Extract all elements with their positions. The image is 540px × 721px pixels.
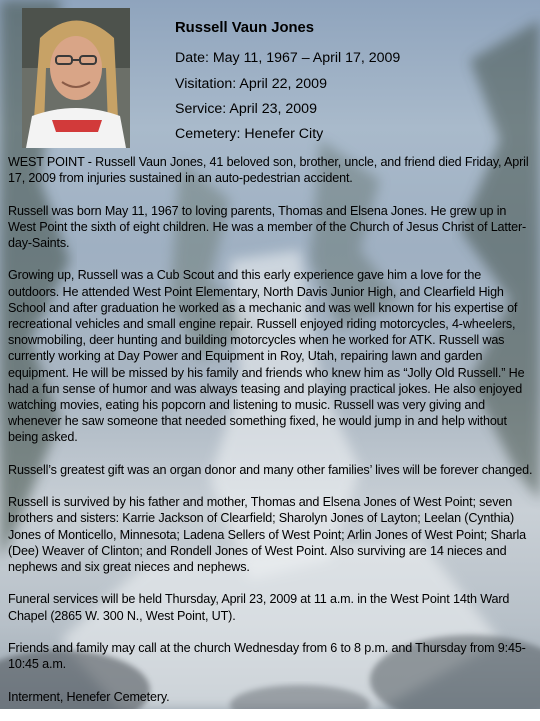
paragraph-intro: WEST POINT - Russell Vaun Jones, 41 beloved son, brother, uncle, and friend died Friday, April 17, 2009 from injuries sustained in an auto-pedestrian accident.: [8, 155, 529, 186]
portrait-photo: [22, 8, 130, 148]
paragraph-interment: Interment, Henefer Cemetery.: [8, 689, 170, 704]
visitation-line: Visitation: April 22, 2009: [175, 76, 327, 92]
paragraph-gift: Russell’s greatest gift was an organ donor and many other families’ lives will be forever changed.: [8, 462, 533, 477]
obituary-body: [8, 154, 534, 721]
service-line: Service: April 23, 2009: [175, 101, 317, 117]
paragraph-life: Growing up, Russell was a Cub Scout and this early experience gave him a love for the outdoors. He attended West Point Elementary, North Davis Junior High, and Clearfield High School and after graduation he worked as a mechanic and was well known for his expertise of recreational vehicles and small engine repair. Russell enjoyed riding motorcycles, 4-wheelers, snowmobiling, deer hunting and building motorcycles when he worked for ATK. Russell was currently working at Day Power and Equipment in Roy, Utah, repairing lawn and garden equipment. He will be missed by his family and friends who knew him as “Jolly Old Russell.” He had a fun sense of humor and was always teasing and playing practical jokes. He also enjoyed watching movies, eating his popcorn and listening to music. Russell was very giving and whenever he saw someone that needed something fixed, he would jump in and help without being asked.: [8, 268, 525, 445]
cemetery-line: Cemetery: Henefer City: [175, 126, 324, 142]
deceased-name: Russell Vaun Jones: [175, 20, 314, 36]
paragraph-survivors: Russell is survived by his father and mother, Thomas and Elsena Jones of West Point; seven brothers and sisters: Karrie Jackson of Clearfield; Sharolyn Jones of Layton; Leelan (Cynthia) Jones of Monticello, Minnesota; Ladena Sellers of West Point; Arlin Jones of West Point; Sharla (Dee) Weaver of Clinton; and Rondell Jones of West Point. Also surviving are 14 nieces and nephews and six great nieces and nephews.: [8, 495, 527, 575]
paragraph-visitation: Friends and family may call at the church Wednesday from 6 to 8 p.m. and Thursday from 9:45-10:45 a.m.: [8, 641, 526, 672]
paragraph-funeral: Funeral services will be held Thursday, April 23, 2009 at 11 a.m. in the West Point 14th Ward Chapel (2865 W. 300 N., West Point, UT).: [8, 592, 510, 623]
paragraph-birth: Russell was born May 11, 1967 to loving parents, Thomas and Elsena Jones. He grew up in West Point the sixth of eight children. He was a member of the Church of Jesus Christ of Latter-day-Saints.: [8, 203, 527, 250]
dates-line: Date: May 11, 1967 – April 17, 2009: [175, 50, 401, 66]
